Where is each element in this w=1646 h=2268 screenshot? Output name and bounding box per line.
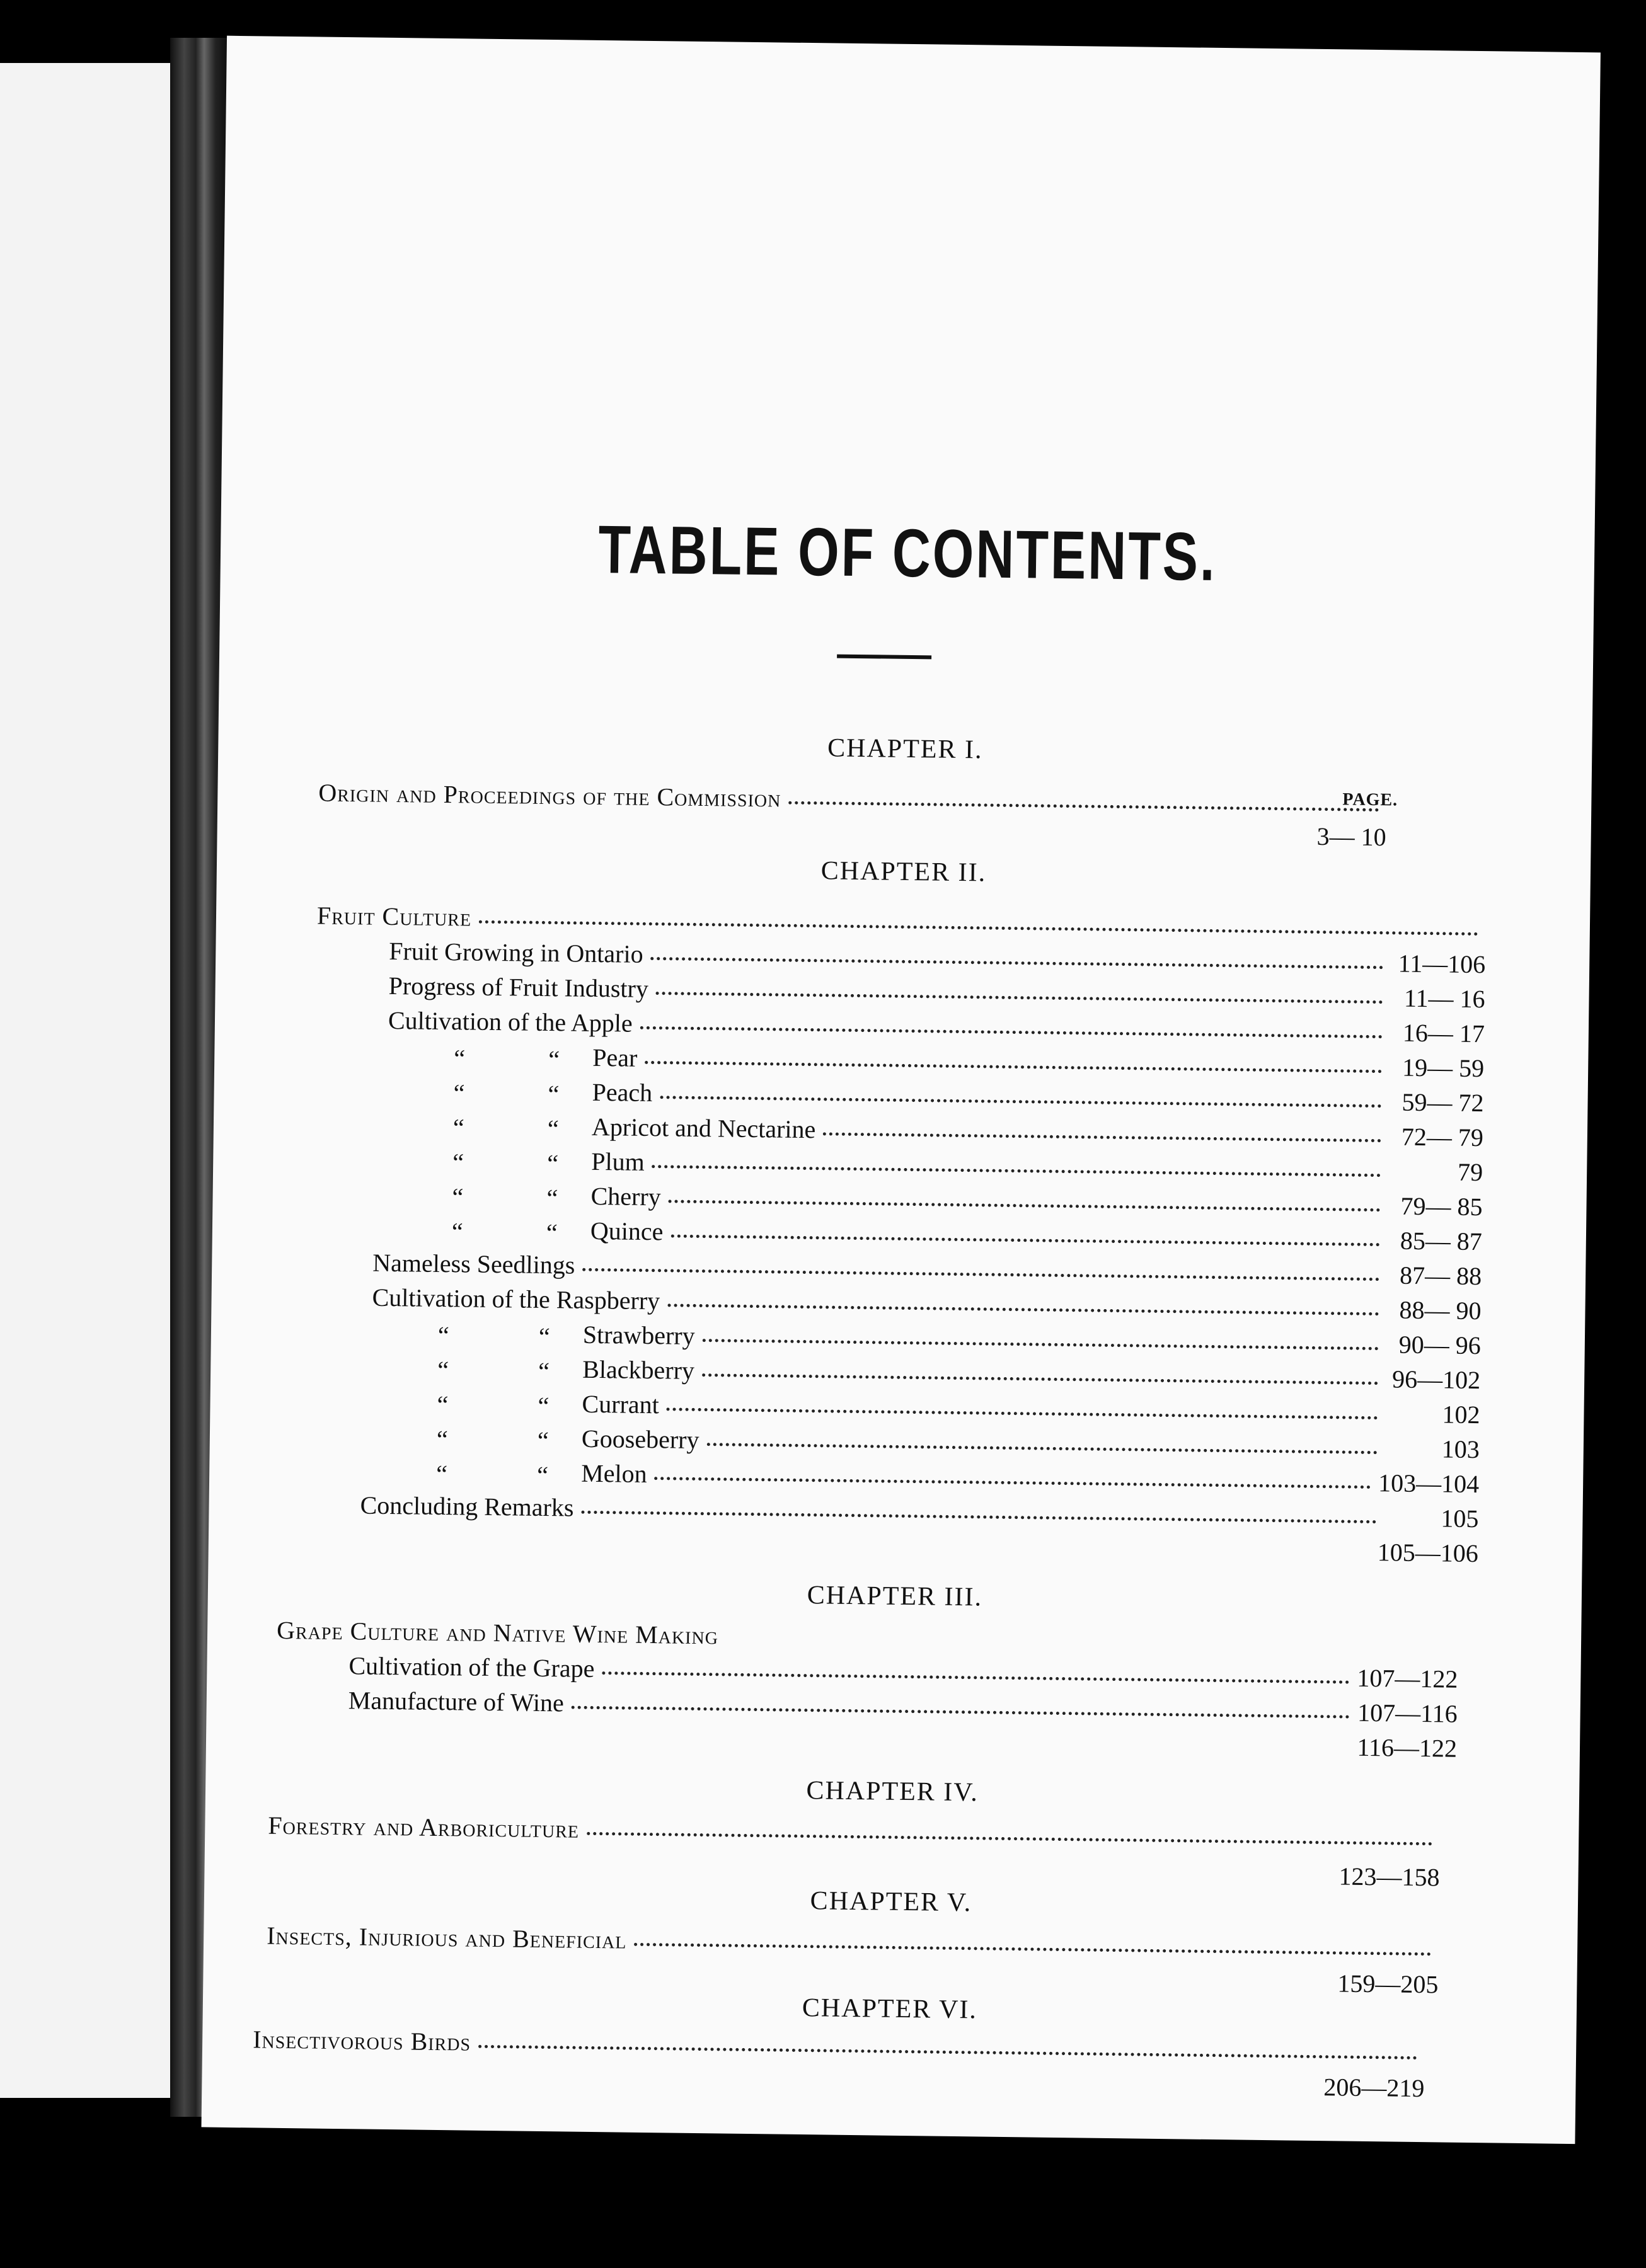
toc-entry (348, 1688, 1458, 1726)
leader-dots (669, 1200, 1381, 1211)
entry-label: Manufacture of Wine (348, 1686, 565, 1717)
ditto-mark: “ (536, 1460, 549, 1490)
ditto-mark: “ (547, 1114, 559, 1143)
toc-entry (1343, 1539, 1478, 1566)
ditto-mark: “ (452, 1183, 464, 1211)
page-range: 96—102 (1391, 1365, 1481, 1395)
toc-entry (582, 1426, 1480, 1462)
chapter-heading: CHAPTER II. (820, 856, 987, 888)
entry-label: Cherry (590, 1181, 661, 1211)
entry-label: Grape Culture and Native Wine Making (276, 1615, 719, 1650)
entry-label: Cultivation of the Grape (348, 1651, 595, 1683)
toc-entry (592, 1045, 1484, 1081)
page-range: 87— 88 (1399, 1261, 1482, 1291)
ditto-mark: “ (452, 1113, 464, 1142)
leader-dots (660, 1096, 1381, 1108)
leader-dots (652, 1165, 1381, 1177)
toc-entry (276, 1615, 907, 1651)
toc-entry (348, 1653, 1458, 1692)
page-column-header: PAGE. (1342, 789, 1398, 810)
leader-dots (478, 2045, 1417, 2059)
page-range: 116—122 (1357, 1732, 1458, 1763)
page-range: 11— 16 (1403, 983, 1485, 1014)
page-range: 79— 85 (1400, 1191, 1483, 1222)
leader-dots (572, 1706, 1350, 1719)
entry-label: Plum (591, 1147, 645, 1176)
toc-entry (583, 1322, 1481, 1358)
entry-label: Blackberry (582, 1354, 695, 1385)
page-title: TABLE OF CONTENTS. (597, 510, 1217, 595)
toc-entry (591, 1149, 1483, 1185)
ditto-mark: “ (548, 1045, 560, 1074)
leader-dots (602, 1671, 1349, 1683)
toc-entry (1298, 2075, 1424, 2101)
toc-entry (389, 936, 1486, 979)
ditto-mark: “ (546, 1218, 558, 1247)
entry-label: Apricot and Nectarine (591, 1112, 816, 1144)
leader-dots (640, 1026, 1383, 1038)
ditto-mark: “ (538, 1322, 550, 1351)
chapter-heading: CHAPTER I. (827, 733, 983, 765)
entry-label: Currant (582, 1389, 660, 1419)
entry-label: Origin and Proceedings of the Commission (318, 778, 781, 813)
toc-entry (582, 1389, 1480, 1429)
page-range: 88— 90 (1399, 1295, 1482, 1326)
page-range: 107—122 (1357, 1663, 1458, 1693)
toc-entry (318, 778, 1386, 819)
entry-label: Cultivation of the Apple (388, 1005, 633, 1038)
page-range: 105—106 (1377, 1538, 1479, 1568)
entry-label: Quince (590, 1216, 664, 1246)
toc-entry (372, 1285, 1481, 1324)
page-range: 72— 79 (1401, 1122, 1484, 1152)
entry-label: Gooseberry (581, 1424, 699, 1455)
page-range: 79 (1457, 1157, 1483, 1187)
page-range: 3— 10 (1316, 822, 1386, 852)
toc-entry (1313, 1864, 1439, 1890)
toc-entry (590, 1218, 1482, 1254)
leader-dots (587, 1832, 1432, 1845)
ditto-mark: “ (538, 1356, 550, 1386)
page-range: 103—104 (1378, 1469, 1480, 1499)
ditto-mark: “ (537, 1426, 549, 1455)
toc-entry (592, 1077, 1484, 1118)
page-range: 107—116 (1357, 1698, 1458, 1728)
entry-label: Melon (580, 1458, 647, 1488)
leader-dots (706, 1443, 1377, 1454)
entry-label: Progress of Fruit Industry (388, 971, 649, 1003)
page-range: 103 (1441, 1435, 1480, 1464)
leader-dots (703, 1339, 1379, 1350)
page-range: 102 (1442, 1400, 1480, 1429)
ditto-mark: “ (546, 1184, 558, 1213)
page-range: 123—158 (1338, 1862, 1440, 1892)
leader-dots (479, 920, 1478, 936)
leader-dots (582, 1268, 1379, 1281)
ditto-mark: “ (436, 1424, 448, 1454)
ditto-mark: “ (435, 1459, 448, 1489)
entry-label: Insectivorous Birds (252, 2025, 471, 2056)
toc-entry (1312, 1971, 1438, 1997)
toc-entry (590, 1181, 1483, 1222)
entry-label: Concluding Remarks (360, 1491, 574, 1522)
toc-entry (267, 1923, 1439, 1963)
page-range: 159—205 (1337, 1969, 1439, 1999)
leader-dots (645, 1061, 1382, 1073)
leader-dots (581, 1511, 1376, 1523)
ditto-mark: “ (437, 1355, 449, 1385)
leader-dots (651, 957, 1384, 969)
leader-dots (788, 801, 1379, 811)
page-range: 16— 17 (1402, 1018, 1485, 1048)
entry-label: Fruit Culture (316, 901, 472, 932)
leader-dots (823, 1132, 1381, 1142)
toc-entry (317, 903, 1486, 943)
chapter-heading: CHAPTER VI. (802, 1993, 978, 2025)
page-range: 85— 87 (1400, 1226, 1483, 1256)
leader-dots (655, 1477, 1371, 1489)
toc-entry (388, 973, 1485, 1012)
ditto-mark: “ (548, 1080, 560, 1109)
ditto-mark: “ (453, 1079, 465, 1108)
chapter-heading: CHAPTER V. (810, 1886, 972, 1918)
ditto-mark: “ (546, 1149, 559, 1178)
toc-entry (592, 1114, 1483, 1150)
entry-label: Nameless Seedlings (372, 1248, 575, 1280)
chapter-heading: CHAPTER III. (807, 1581, 983, 1612)
toc-entry (360, 1492, 1478, 1532)
leader-dots (634, 1943, 1431, 1956)
page-range: 206—219 (1323, 2073, 1425, 2103)
ditto-mark: “ (437, 1390, 449, 1419)
leader-dots (656, 992, 1383, 1004)
toc-entry (1328, 1734, 1457, 1761)
toc-entry (388, 1005, 1485, 1048)
page-range: 11—106 (1398, 949, 1486, 979)
leader-dots (667, 1407, 1378, 1419)
title-rule (837, 655, 931, 660)
page-range: 105 (1441, 1504, 1479, 1533)
entry-label: Fruit Growing in Ontario (389, 936, 643, 968)
page-range: 90— 96 (1398, 1330, 1482, 1360)
entry-label: Cultivation of the Raspberry (372, 1283, 660, 1315)
toc-entry (1301, 824, 1386, 850)
contents-page (202, 36, 1601, 2144)
toc-entry (372, 1248, 1482, 1291)
page-range: 19— 59 (1401, 1053, 1485, 1083)
ditto-mark: “ (451, 1217, 463, 1246)
toc-entry (253, 2027, 1425, 2066)
ditto-mark: “ (538, 1391, 550, 1421)
ditto-mark: “ (454, 1044, 466, 1073)
leader-dots (670, 1234, 1379, 1246)
toc-entry (268, 1813, 1440, 1853)
ditto-mark: “ (452, 1148, 464, 1177)
leader-dots (702, 1373, 1378, 1385)
entry-label: Forestry and Arboriculture (268, 1811, 580, 1843)
toc-entry (582, 1354, 1481, 1395)
entry-label: Insects, Injurious and Beneficial (266, 1921, 627, 1954)
leader-dots (667, 1303, 1379, 1315)
entry-label: Peach (592, 1077, 653, 1108)
entry-label: Strawberry (582, 1320, 695, 1350)
ditto-mark: “ (437, 1320, 449, 1350)
chapter-heading: CHAPTER IV. (806, 1776, 979, 1807)
page-range: 59— 72 (1401, 1087, 1484, 1118)
toc-entry (580, 1458, 1480, 1499)
left-facing-page (0, 63, 170, 2098)
entry-label: Pear (592, 1043, 638, 1072)
